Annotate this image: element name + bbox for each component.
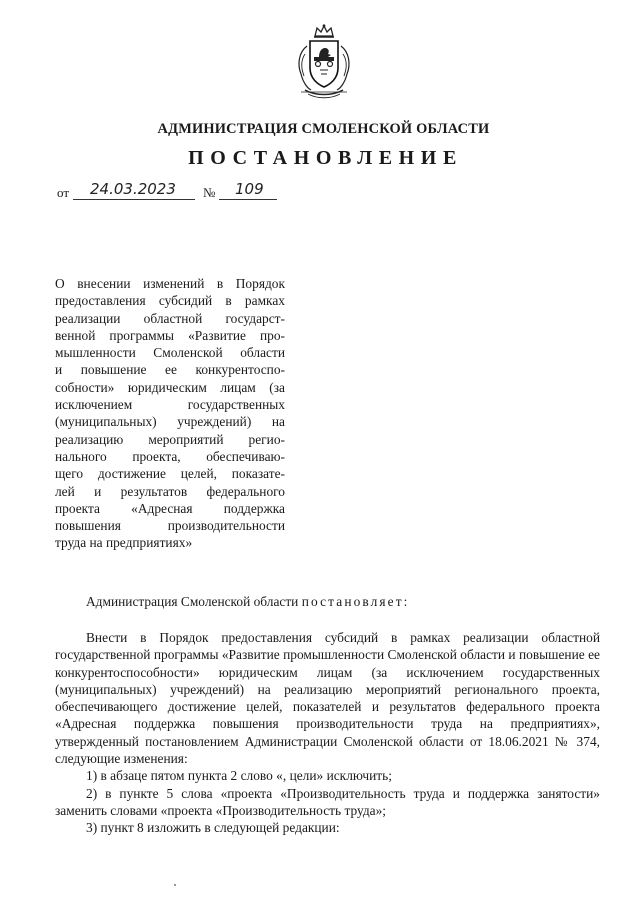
subject-line: венной программы «Развитие про- <box>55 327 285 343</box>
number-underline <box>219 199 277 200</box>
subject-line: реализации областной государст- <box>55 310 285 326</box>
subject-line: мышленности Смоленской области <box>55 345 285 361</box>
handwritten-date: 24.03.2023 <box>90 180 176 198</box>
main-paragraph: Внести в Порядок предоставления субсидий в рамках реализации областной государственной программы «Развитие промышленности Смоленской области и повышение ее конкурентоспособности» юридическим лицам (за исключением государственных (муниципальных) учреждений) на реализацию мероприятий регионального проекта, обеспечивающего достижение целей, показателей и результатов федерального проекта «Адресная поддержка повышения производительности труда на предприятиях», утвержденный постановлением Администрации Смоленской области от 18.06.2021 № 374, следующие изменения: <box>55 630 600 767</box>
resolution-body <box>55 629 600 837</box>
handwritten-number: 109 <box>235 180 264 198</box>
subject-line: (муниципальных) учреждений) на <box>55 414 285 430</box>
amendment-item: 1) в абзаце пятом пункта 2 слово «, цели» исключить; <box>86 768 392 784</box>
date-underline <box>73 199 195 200</box>
organization-name: АДМИНИСТРАЦИЯ СМОЛЕНСКОЙ ОБЛАСТИ <box>157 121 490 137</box>
subject-line: лей и результатов федерального <box>55 483 285 499</box>
subject-line: собности» юридическим лицам (за <box>55 379 285 395</box>
preamble-resolves: постановляет: <box>301 594 410 609</box>
document-type-title: ПОСТАНОВЛЕНИЕ <box>188 147 463 169</box>
scan-speck <box>174 884 176 886</box>
subject-line: повышения производительности <box>55 518 285 534</box>
subject-line: реализацию мероприятий регио- <box>55 431 285 447</box>
date-number-line <box>57 180 297 204</box>
preamble-text: Администрация Смоленской области <box>86 594 299 609</box>
subject-line: труда на предприятиях» <box>55 535 193 551</box>
smolensk-oblast-coat-of-arms-icon <box>293 24 355 100</box>
subject-line: и повышение ее конкурентоспо- <box>55 362 285 378</box>
amendment-item: 3) пункт 8 изложить в следующей редакции: <box>86 820 340 836</box>
subject-line: щего достижение целей, показате- <box>55 466 285 482</box>
number-label: № <box>203 185 216 200</box>
subject-line: исключением государственных <box>55 397 285 413</box>
subject-line: предоставления субсидий в рамках <box>55 293 285 309</box>
amendment-item: 2) в пункте 5 слова «проекта «Производительность труда и поддержка занятости» заменить словами «проекта «Производительность труда»; <box>55 785 600 818</box>
subject-line: проекта «Адресная поддержка <box>55 500 285 516</box>
subject-line: нального проекта, обеспечиваю- <box>55 448 285 464</box>
preamble <box>55 593 600 610</box>
subject-block <box>55 275 285 552</box>
subject-line: О внесении изменений в Порядок <box>55 276 285 291</box>
date-from-label: от <box>57 185 70 200</box>
